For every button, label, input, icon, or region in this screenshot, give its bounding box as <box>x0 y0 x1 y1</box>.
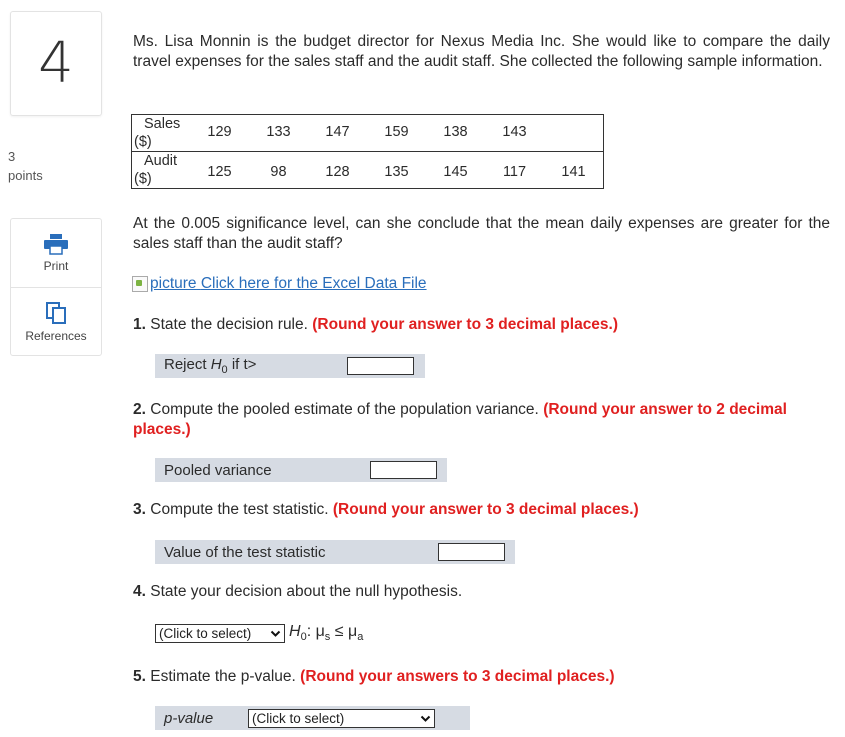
table-cell <box>544 115 604 152</box>
chevron-down-icon <box>270 628 281 639</box>
h-symbol: H <box>289 623 301 640</box>
table-cell: 125 <box>207 164 232 180</box>
h-symbol: H <box>210 356 222 373</box>
p-value-select-value: (Click to select) <box>252 710 345 726</box>
pooled-variance-input[interactable] <box>370 461 437 479</box>
step-number: 2. <box>133 401 146 418</box>
a-subscript: a <box>357 631 364 644</box>
printer-icon <box>43 233 69 255</box>
test-statistic-row <box>155 540 515 564</box>
step-text: Estimate the p-value. <box>150 668 296 685</box>
h-subscript: 0 <box>300 631 307 644</box>
row-label-audit <box>132 152 191 189</box>
prompt-block <box>133 214 830 254</box>
table-cell: 129 <box>207 124 232 140</box>
step-text: Compute the pooled estimate of the population variance. <box>150 401 539 418</box>
question-number-box <box>10 11 102 116</box>
sales-label: Sales <box>144 116 181 132</box>
step-note: (Round your answer to 3 decimal places.) <box>312 316 619 333</box>
step-text: State your decision about the null hypothesis. <box>150 583 463 600</box>
test-statistic-input[interactable] <box>438 543 505 561</box>
table-cell: 128 <box>325 164 350 180</box>
picture-icon <box>132 276 148 292</box>
excel-link-text: Click here for the Excel Data File <box>200 275 427 292</box>
table-cell: 98 <box>270 164 287 180</box>
step-number: 5. <box>133 668 146 685</box>
table-cell: 143 <box>502 124 527 140</box>
tools-panel <box>10 218 102 356</box>
step-number: 4. <box>133 583 146 600</box>
decision-select[interactable] <box>155 624 285 643</box>
step-2 <box>133 400 823 440</box>
points-value: 3 <box>8 149 16 164</box>
points-label: points <box>8 168 43 183</box>
p-value-label: p-value <box>164 709 214 727</box>
mu-text: : μ <box>306 623 325 640</box>
table-cell: 133 <box>266 124 291 140</box>
s-subscript: s <box>324 631 331 644</box>
if-t-text: if t> <box>227 356 257 373</box>
step-5 <box>133 667 823 687</box>
audit-label: Audit <box>144 153 178 169</box>
null-hypothesis <box>289 623 363 643</box>
references-label: References <box>25 329 87 343</box>
references-icon <box>45 301 67 325</box>
points-info <box>8 147 43 185</box>
prompt-text: At the 0.005 significance level, can she conclude that the mean daily expenses are greater for the sales staff than the audit staff? <box>133 215 830 252</box>
step-note: (Round your answers to 3 decimal places.) <box>300 668 615 685</box>
table-cell: 117 <box>502 164 527 180</box>
row-label-sales <box>132 115 191 152</box>
step-text: State the decision rule. <box>150 316 308 333</box>
decision-rule-row <box>155 354 425 378</box>
data-table <box>131 114 604 189</box>
print-button[interactable] <box>11 219 101 287</box>
print-label: Print <box>43 259 69 273</box>
table-cell: 135 <box>384 164 409 180</box>
step-number: 1. <box>133 316 146 333</box>
step-note: (Round your answer to 2 decimal places.) <box>133 401 787 438</box>
step-3 <box>133 500 823 520</box>
table-cell: 141 <box>561 164 586 180</box>
references-button[interactable] <box>11 287 101 356</box>
step-text: Compute the test statistic. <box>150 501 329 518</box>
excel-data-link[interactable] <box>132 275 427 293</box>
sales-unit: ($) <box>134 134 152 150</box>
h-subscript: 0 <box>221 364 228 376</box>
intro-text: Ms. Lisa Monnin is the budget director for Nexus Media Inc. She would like to compare the daily travel expenses for the sales staff and the audit staff. She collected the following sample information. <box>133 33 830 70</box>
question-content <box>133 32 830 72</box>
table-cell: 138 <box>443 124 468 140</box>
audit-unit: ($) <box>134 171 152 187</box>
table-cell: 147 <box>325 124 350 140</box>
step-number: 3. <box>133 501 146 518</box>
p-value-row <box>155 706 470 730</box>
table-row-audit <box>132 152 604 189</box>
table-cell: 145 <box>443 164 468 180</box>
decision-row <box>155 623 363 643</box>
p-value-select[interactable] <box>248 709 435 728</box>
excel-link-alt: picture <box>150 275 197 292</box>
table-cell: 159 <box>384 124 409 140</box>
decision-select-value: (Click to select) <box>159 625 252 641</box>
reject-text: Reject <box>164 356 211 373</box>
pooled-variance-row <box>155 458 447 482</box>
le-mu-text: ≤ μ <box>330 623 358 640</box>
test-statistic-label: Value of the test statistic <box>164 543 326 561</box>
decision-rule-input[interactable] <box>347 357 414 375</box>
table-row-sales <box>132 115 604 152</box>
step-4 <box>133 582 823 602</box>
step-1 <box>133 315 823 335</box>
step-note: (Round your answer to 3 decimal places.) <box>332 501 639 518</box>
question-number: 4 <box>38 30 74 96</box>
decision-rule-label <box>155 356 347 376</box>
chevron-down-icon <box>420 713 431 724</box>
pooled-variance-label: Pooled variance <box>164 461 272 479</box>
